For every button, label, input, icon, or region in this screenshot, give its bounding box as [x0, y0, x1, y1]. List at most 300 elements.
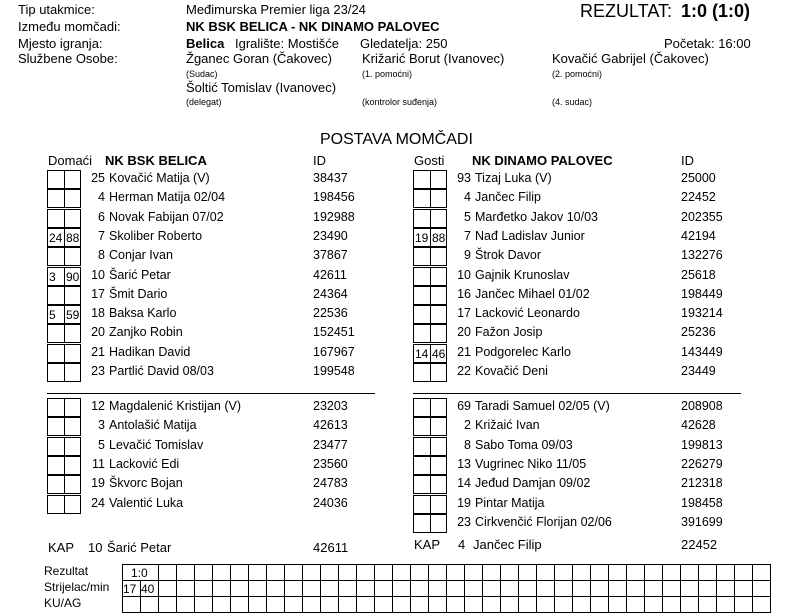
summary-cell [213, 581, 231, 597]
summary-cell [177, 565, 195, 581]
player-row [47, 189, 377, 208]
minute-box [64, 456, 81, 475]
player-row [413, 475, 743, 494]
summary-cell [519, 597, 537, 613]
minute-box [47, 417, 64, 436]
summary-cell [177, 597, 195, 613]
player-number: 20 [457, 325, 471, 340]
away-team-name: NK DINAMO PALOVEC [472, 153, 613, 168]
minute-box [413, 514, 430, 533]
player-id: 37867 [313, 248, 348, 263]
minute-box [430, 437, 447, 456]
summary-cell [663, 565, 681, 581]
summary-cell [141, 597, 159, 613]
player-name: Levačić Tomislav [109, 437, 204, 452]
player-id: 198458 [681, 495, 723, 510]
player-number: 23 [457, 514, 471, 529]
summary-cell [519, 581, 537, 597]
player-name: Lacković Edi [109, 456, 180, 471]
player-id: 199813 [681, 437, 723, 452]
player-id: 22452 [681, 190, 716, 205]
player-row [413, 189, 743, 208]
minute-box [47, 170, 64, 189]
minute-box: 90 [64, 267, 81, 286]
player-id: 22536 [313, 306, 348, 321]
scorer-row-label: Strijelac/min [44, 580, 110, 594]
minute-box: 46 [430, 344, 447, 363]
player-row [47, 324, 377, 343]
minute-box [47, 495, 64, 514]
player-id: 42611 [313, 267, 347, 282]
minute-box [64, 189, 81, 208]
summary-cell [483, 597, 501, 613]
official-name: Kovačić Gabrijel (Čakovec) [552, 51, 709, 66]
summary-cell [249, 597, 267, 613]
minute-box [64, 475, 81, 494]
minute-box [430, 363, 447, 382]
away-side-label: Gosti [414, 153, 445, 168]
summary-cell: 40 [141, 581, 159, 597]
minute-box [430, 475, 447, 494]
summary-cell [393, 597, 411, 613]
summary-cell [609, 565, 627, 581]
summary-cell [339, 597, 357, 613]
minute-box [430, 514, 447, 533]
minute-box [413, 456, 430, 475]
summary-cell [591, 581, 609, 597]
summary-cell [123, 597, 141, 613]
player-id: 42613 [313, 418, 348, 433]
official-name: Križarić Borut (Ivanovec) [362, 51, 505, 66]
summary-cell [735, 565, 753, 581]
summary-cell [321, 597, 339, 613]
minute-box [413, 286, 430, 305]
player-number: 6 [98, 209, 105, 224]
minute-box [64, 437, 81, 456]
player-name: Antolašić Matija [109, 418, 197, 433]
official-role: (1. pomoćni) [362, 69, 413, 79]
player-number: 11 [92, 456, 105, 471]
minute-box [413, 437, 430, 456]
player-name: Pintar Matija [475, 495, 545, 510]
summary-cell [321, 581, 339, 597]
player-row [413, 170, 743, 189]
player-id: 198449 [681, 286, 723, 301]
venue: Belica [186, 36, 225, 51]
player-number: 7 [464, 228, 471, 243]
minute-box [430, 456, 447, 475]
player-name: Lacković Leonardo [475, 306, 580, 321]
player-number: 4 [98, 190, 105, 205]
summary-cell [231, 581, 249, 597]
summary-cell [627, 565, 645, 581]
minute-box [47, 437, 64, 456]
home-side-label: Domaći [48, 153, 93, 168]
minute-box [47, 475, 64, 494]
player-name: Taradi Samuel 02/05 (V) [475, 399, 610, 413]
summary-cell [195, 597, 213, 613]
summary-cell [429, 597, 447, 613]
summary-cell [159, 565, 177, 581]
summary-cell [267, 581, 285, 597]
summary-cell [483, 581, 501, 597]
player-id: 226279 [681, 456, 723, 471]
player-number: 3 [98, 418, 105, 433]
minute-box [413, 209, 430, 228]
home-captain-id: 42611 [313, 540, 349, 555]
home-captain-number: 10 [88, 540, 103, 555]
result-row-label: Rezultat [44, 564, 89, 578]
away-divider [413, 393, 741, 394]
minute-box [430, 417, 447, 436]
player-id: 23203 [313, 399, 348, 413]
official-name: Žganec Goran (Čakovec) [186, 51, 332, 66]
player-name: Sabo Toma 09/03 [475, 437, 573, 452]
summary-cell [627, 597, 645, 613]
summary-cell [357, 565, 375, 581]
minute-box [64, 324, 81, 343]
summary-cell [501, 597, 519, 613]
player-name: Valentić Luka [109, 495, 184, 510]
match-type-label: Tip utakmice: [18, 2, 95, 17]
summary-cell [159, 597, 177, 613]
summary-cell [339, 565, 357, 581]
officials-label: Službene Osobe: [18, 51, 118, 66]
player-id: 152451 [313, 325, 355, 340]
summary-cell [501, 565, 519, 581]
summary-cell [519, 565, 537, 581]
player-row [413, 247, 743, 266]
minute-box [430, 209, 447, 228]
summary-cell [357, 581, 375, 597]
player-number: 9 [464, 248, 471, 263]
summary-cell [735, 597, 753, 613]
minute-box [413, 247, 430, 266]
summary-cell [447, 597, 465, 613]
official-role: (delegat) [186, 97, 222, 107]
player-name: Tizaj Luka (V) [475, 171, 552, 185]
player-number: 10 [91, 267, 105, 282]
player-number: 19 [457, 495, 471, 510]
summary-cell [303, 565, 321, 581]
kickoff: Početak: 16:00 [664, 36, 751, 51]
minute-box [47, 209, 64, 228]
summary-cell [537, 565, 555, 581]
home-team-name: NK BSK BELICA [105, 153, 207, 168]
minute-box: 88 [430, 228, 447, 247]
minute-box [430, 305, 447, 324]
player-name: Zanjko Robin [109, 325, 183, 340]
player-id: 25618 [681, 267, 716, 282]
player-name: Jančec Filip [475, 190, 541, 205]
player-row [47, 209, 377, 228]
player-row [413, 324, 743, 343]
minute-box: 59 [64, 305, 81, 324]
minute-box [430, 247, 447, 266]
summary-cell [591, 565, 609, 581]
player-id: 143449 [681, 344, 723, 359]
player-number: 69 [457, 399, 471, 413]
minute-box [47, 324, 64, 343]
summary-row [123, 597, 771, 613]
summary-cell [717, 565, 735, 581]
summary-cell [267, 597, 285, 613]
home-captain-name: Šarić Petar [107, 540, 172, 555]
summary-cell [645, 597, 663, 613]
player-name: Cirkvenčić Florijan 02/06 [475, 514, 612, 529]
official-role: (2. pomoćni) [552, 69, 603, 79]
summary-cell [573, 597, 591, 613]
player-name: Partlić David 08/03 [109, 364, 214, 378]
player-row [47, 398, 377, 417]
summary-cell [465, 581, 483, 597]
summary-cell [447, 581, 465, 597]
player-id: 192988 [313, 209, 355, 224]
teams-title: NK BSK BELICA - NK DINAMO PALOVEC [186, 19, 440, 34]
player-name: Fažon Josip [475, 325, 543, 340]
player-id: 199548 [313, 364, 355, 378]
summary-cell [753, 581, 771, 597]
between-label: Između momčadi: [18, 19, 121, 34]
summary-cell [555, 581, 573, 597]
player-id: 24036 [313, 495, 348, 510]
summary-cell [501, 581, 519, 597]
minute-box: 3 [47, 267, 64, 286]
minute-box [47, 247, 64, 266]
player-id: 193214 [681, 306, 723, 321]
player-id: 132276 [681, 248, 723, 263]
summary-cell [645, 565, 663, 581]
player-name: Conjar Ivan [109, 248, 173, 263]
summary-cell [231, 597, 249, 613]
minute-box [47, 456, 64, 475]
official-name: Šoltić Tomislav (Ivanovec) [186, 80, 337, 95]
player-row [413, 456, 743, 475]
minute-box [413, 417, 430, 436]
minute-box [430, 495, 447, 514]
minute-box [64, 495, 81, 514]
summary-cell [213, 565, 231, 581]
summary-cell [699, 581, 717, 597]
player-name: Hadikan David [109, 344, 191, 359]
summary-cell [537, 597, 555, 613]
minute-box [47, 344, 64, 363]
summary-cell [609, 581, 627, 597]
player-number: 17 [91, 286, 105, 301]
minute-box [430, 189, 447, 208]
summary-cell [591, 597, 609, 613]
player-number: 22 [457, 364, 471, 378]
summary-cell [285, 581, 303, 597]
summary-cell [159, 581, 177, 597]
minute-box [430, 324, 447, 343]
minute-box [430, 267, 447, 286]
lineup-title: POSTAVA MOMČADI [320, 131, 473, 148]
minute-box: 5 [47, 305, 64, 324]
player-number: 8 [464, 437, 471, 452]
official-role: (4. sudac) [552, 97, 593, 107]
player-row [413, 286, 743, 305]
player-number: 19 [91, 476, 105, 491]
summary-cell: 17 [123, 581, 141, 597]
away-id-header: ID [681, 153, 694, 168]
player-row [413, 363, 743, 382]
official-role: (kontrolor suđenja) [362, 97, 438, 107]
minute-box [430, 170, 447, 189]
summary-cell [447, 565, 465, 581]
summary-cell [357, 597, 375, 613]
player-number: 25 [91, 171, 105, 185]
player-row [47, 305, 377, 324]
player-name: Kovačić Matija (V) [109, 171, 210, 185]
summary-cell [321, 565, 339, 581]
player-row [413, 398, 743, 417]
summary-cell [609, 597, 627, 613]
player-row [47, 267, 377, 286]
minute-box [64, 170, 81, 189]
summary-cell [663, 597, 681, 613]
summary-cell [411, 565, 429, 581]
player-number: 8 [98, 248, 105, 263]
summary-cell [411, 597, 429, 613]
player-number: 4 [464, 190, 471, 205]
home-divider [47, 393, 375, 394]
player-number: 12 [91, 399, 105, 413]
player-row [47, 417, 377, 436]
away-captain-number: 4 [458, 537, 466, 552]
summary-cell [465, 597, 483, 613]
player-name: Marđetko Jakov 10/03 [475, 209, 598, 224]
player-row [47, 437, 377, 456]
minute-box [413, 324, 430, 343]
player-row [47, 456, 377, 475]
player-row [413, 417, 743, 436]
minute-box: 19 [413, 228, 430, 247]
minute-box [413, 305, 430, 324]
summary-cell [213, 597, 231, 613]
minute-box: 14 [413, 344, 430, 363]
player-id: 23449 [681, 364, 716, 378]
summary-cell [285, 565, 303, 581]
summary-cell [375, 597, 393, 613]
player-id: 202355 [681, 209, 723, 224]
player-id: 23490 [313, 228, 348, 243]
result-value: 1:0 (1:0) [681, 1, 751, 21]
home-captain-label: KAP [48, 540, 75, 555]
player-number: 13 [457, 456, 471, 471]
player-name: Kovačić Deni [475, 364, 548, 378]
player-number: 24 [91, 495, 105, 510]
player-name: Nađ Ladislav Junior [475, 228, 585, 243]
away-captain-id: 22452 [681, 537, 718, 552]
player-number: 93 [457, 171, 471, 185]
summary-cell [681, 597, 699, 613]
player-row [413, 514, 743, 533]
minute-box [413, 363, 430, 382]
summary-cell [429, 565, 447, 581]
player-row [413, 305, 743, 324]
player-id: 38437 [313, 171, 348, 185]
summary-row [123, 565, 771, 581]
minute-box [413, 495, 430, 514]
summary-cell [573, 565, 591, 581]
player-number: 7 [98, 228, 105, 243]
summary-cell [177, 581, 195, 597]
player-id: 42628 [681, 418, 716, 433]
player-id: 23477 [313, 437, 348, 452]
player-row [47, 170, 377, 189]
venue-label: Mjesto igranja: [18, 36, 103, 51]
summary-cell [249, 565, 267, 581]
player-number: 20 [91, 325, 105, 340]
away-captain-label: KAP [414, 537, 441, 552]
spectators: Gledatelja: 250 [360, 36, 448, 51]
player-id: 208908 [681, 399, 723, 413]
official-role: (Sudac) [186, 69, 218, 79]
cards-row-label: KU/AG [44, 596, 82, 610]
summary-cell [555, 565, 573, 581]
minute-box [430, 286, 447, 305]
player-name: Herman Matija 02/04 [109, 190, 226, 205]
summary-cell [681, 581, 699, 597]
summary-cell [303, 597, 321, 613]
minute-box: 24 [47, 228, 64, 247]
player-row [47, 228, 377, 247]
player-name: Križaić Ivan [475, 418, 540, 433]
player-id: 24364 [313, 286, 348, 301]
player-row [413, 437, 743, 456]
summary-cell [645, 581, 663, 597]
summary-cell [663, 581, 681, 597]
player-row [47, 286, 377, 305]
summary-cell [483, 565, 501, 581]
player-name: Jeđud Damjan 09/02 [475, 476, 591, 491]
minute-box [413, 170, 430, 189]
player-name: Jančec Mihael 01/02 [475, 286, 590, 301]
summary-cell [375, 581, 393, 597]
player-id: 212318 [681, 476, 723, 491]
summary-cell [735, 581, 753, 597]
player-name: Šarić Petar [109, 267, 171, 282]
minute-box [64, 363, 81, 382]
player-id: 25000 [681, 171, 716, 185]
summary-cell [285, 597, 303, 613]
summary-cell [717, 581, 735, 597]
player-number: 18 [91, 306, 105, 321]
player-row [47, 475, 377, 494]
minute-box [64, 398, 81, 417]
minute-box [47, 363, 64, 382]
minute-box [47, 398, 64, 417]
summary-cell [699, 565, 717, 581]
player-number: 5 [98, 437, 105, 452]
player-row [413, 495, 743, 514]
player-row [413, 344, 743, 363]
summary-cell: 1:0 [123, 565, 159, 581]
player-id: 25236 [681, 325, 716, 340]
summary-cell [393, 581, 411, 597]
player-row [47, 363, 377, 382]
player-id: 391699 [681, 514, 723, 529]
player-name: Podgorelec Karlo [475, 344, 571, 359]
minute-box [64, 417, 81, 436]
player-name: Skoliber Roberto [109, 228, 203, 243]
minute-box [64, 344, 81, 363]
summary-cell [195, 565, 213, 581]
player-number: 21 [91, 344, 105, 359]
summary-cell [339, 581, 357, 597]
summary-cell [717, 597, 735, 613]
